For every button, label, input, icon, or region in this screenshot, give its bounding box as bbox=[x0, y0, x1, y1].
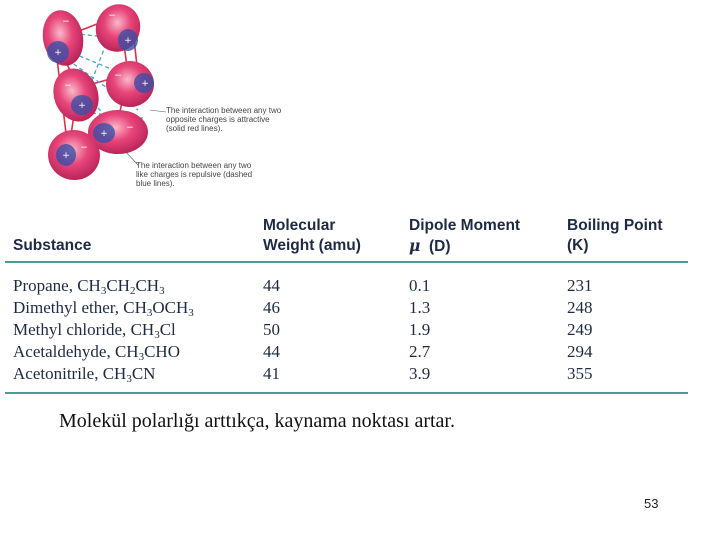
page-number: 53 bbox=[644, 496, 659, 511]
boiling-point-cell: 249 bbox=[567, 320, 593, 339]
molecular-weight-cell: 41 bbox=[263, 364, 280, 383]
header-dipole-moment: Dipole Moment μ (D) bbox=[409, 217, 521, 255]
formula: $CH_3CHO$ bbox=[114, 342, 180, 363]
dipole-moment-cell: 1.3 bbox=[409, 298, 431, 317]
molecular-weight-cell: 44 bbox=[263, 342, 280, 361]
boiling-point-table bbox=[5, 212, 688, 394]
substance-cell: Acetonitrile, $CH_3CN$ bbox=[13, 364, 156, 385]
mu-symbol: μ bbox=[409, 236, 421, 255]
formula: $CH_3CH_2CH_3$ bbox=[77, 276, 165, 297]
header-boiling-point: Boiling Point (K) bbox=[567, 217, 663, 254]
svg-text:+: + bbox=[141, 79, 149, 89]
table-row bbox=[5, 319, 688, 341]
formula: $CH_3OCH_3$ bbox=[123, 298, 194, 319]
svg-text:−: − bbox=[64, 81, 72, 91]
boiling-point-cell: 294 bbox=[567, 342, 593, 361]
molecular-weight-cell: 50 bbox=[263, 320, 280, 339]
svg-text:−: − bbox=[108, 11, 116, 21]
table-row bbox=[5, 363, 688, 385]
dipole-moment-cell: 1.9 bbox=[409, 320, 431, 339]
svg-text:+: + bbox=[78, 101, 86, 111]
dipole-moment-cell: 3.9 bbox=[409, 364, 431, 383]
svg-text:−: − bbox=[80, 143, 88, 153]
header-molecular-weight: Molecular Weight (amu) bbox=[263, 217, 361, 254]
boiling-point-cell: 231 bbox=[567, 276, 593, 295]
boiling-point-cell: 248 bbox=[567, 298, 593, 317]
svg-text:−: − bbox=[126, 123, 134, 133]
table-body bbox=[5, 263, 688, 394]
substance-cell: Dimethyl ether, $CH_3OCH_3$ bbox=[13, 298, 194, 319]
repulsive-annotation: The interaction between any two like charges is repulsive (dashed blue lines). bbox=[136, 161, 253, 188]
svg-text:−: − bbox=[62, 17, 70, 27]
dipole-moment-cell: 0.1 bbox=[409, 276, 431, 295]
substance-cell: Methyl chloride, $CH_3Cl$ bbox=[13, 320, 176, 341]
svg-text:+: + bbox=[100, 129, 108, 139]
boiling-point-cell: 355 bbox=[567, 364, 593, 383]
substance-cell: Propane, $CH_3CH_2CH_3$ bbox=[13, 276, 165, 297]
attractive-annotation: The interaction between any two opposite charges is attractive (solid red lines). bbox=[166, 106, 282, 133]
table-header bbox=[5, 212, 688, 263]
molecular-weight-cell: 46 bbox=[263, 298, 280, 317]
header-substance: Substance bbox=[13, 237, 92, 254]
formula: $CH_3Cl$ bbox=[130, 320, 176, 341]
table-row bbox=[5, 275, 688, 297]
table-row bbox=[5, 297, 688, 319]
formula: $CH_3CN$ bbox=[102, 364, 156, 385]
svg-text:−: − bbox=[114, 71, 122, 81]
svg-text:+: + bbox=[124, 36, 132, 46]
svg-text:+: + bbox=[62, 151, 70, 161]
table-row bbox=[5, 341, 688, 363]
molecules bbox=[38, 0, 154, 184]
svg-text:+: + bbox=[54, 48, 62, 58]
substance-cell: Acetaldehyde, $CH_3CHO$ bbox=[13, 342, 180, 363]
dipole-moment-cell: 2.7 bbox=[409, 342, 431, 361]
conclusion-caption: Molekül polarlığı arttıkça, kaynama noktası artar. bbox=[59, 410, 455, 432]
molecular-weight-cell: 44 bbox=[263, 276, 280, 295]
